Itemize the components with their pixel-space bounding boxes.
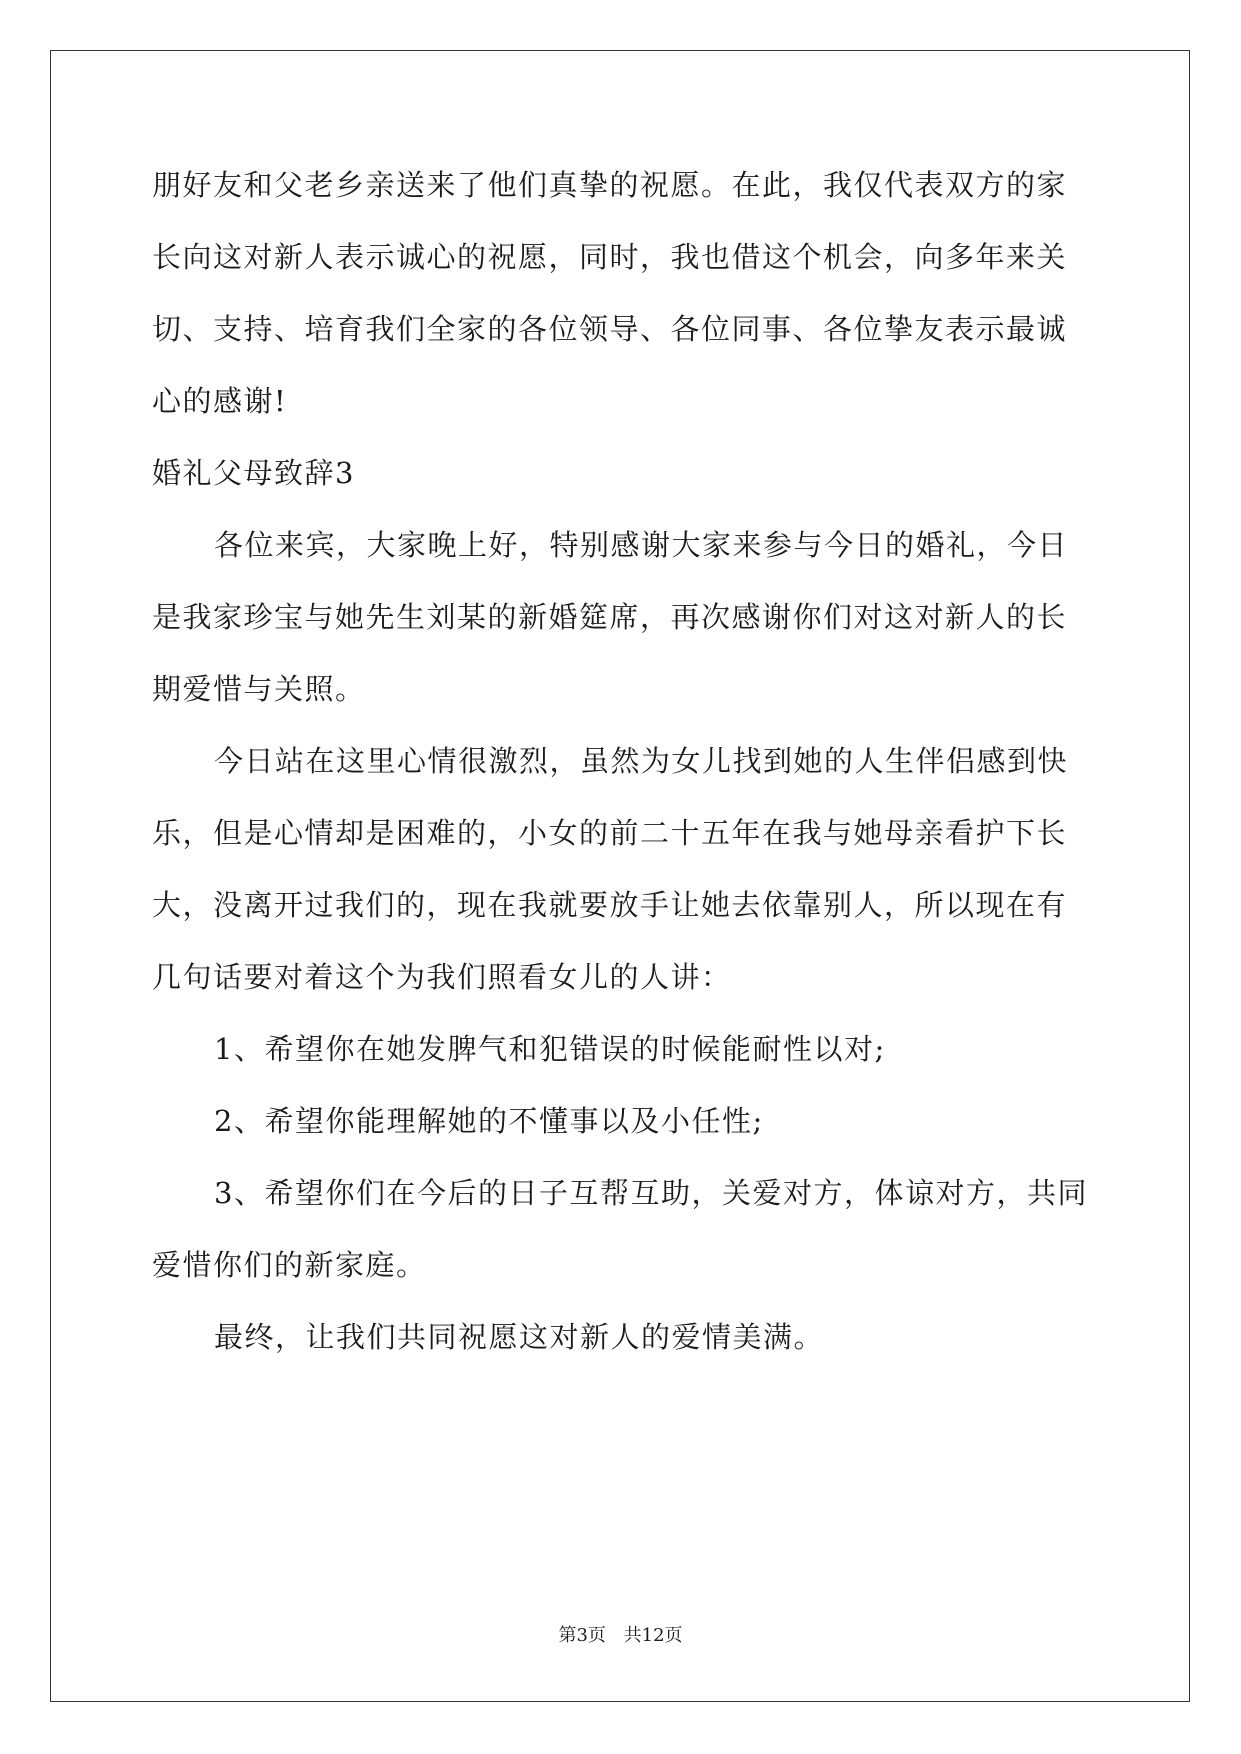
paragraph-line: 期爱惜与关照。 <box>152 672 366 706</box>
page-total: 共12页 <box>623 1625 683 1646</box>
list-item: 1、希望你在她发脾气和犯错误的时候能耐性以对; <box>214 1032 886 1066</box>
paragraph-line: 切、支持、培育我们全家的各位领导、各位同事、各位挚友表示最诚 <box>152 312 1068 346</box>
paragraph-line: 各位来宾，大家晚上好，特别感谢大家来参与今日的婚礼，今日 <box>214 528 1069 562</box>
page-number: 第3页 <box>558 1625 606 1646</box>
paragraph-line: 最终，让我们共同祝愿这对新人的爱情美满。 <box>214 1320 825 1354</box>
paragraph-line: 乐，但是心情却是困难的，小女的前二十五年在我与她母亲看护下长 <box>152 816 1068 850</box>
paragraph-line: 朋好友和父老乡亲送来了他们真挚的祝愿。在此，我仅代表双方的家 <box>152 168 1068 202</box>
paragraph-line: 几句话要对着这个为我们照看女儿的人讲： <box>152 960 732 994</box>
paragraph-line: 心的感谢! <box>152 384 288 418</box>
list-item: 2、希望你能理解她的不懂事以及小任性; <box>214 1104 764 1138</box>
paragraph-line: 长向这对新人表示诚心的祝愿，同时，我也借这个机会，向多年来关 <box>152 240 1068 274</box>
paragraph-line: 是我家珍宝与她先生刘某的新婚筵席，再次感谢你们对这对新人的长 <box>152 600 1068 634</box>
paragraph-line: 爱惜你们的新家庭。 <box>152 1248 427 1282</box>
list-item: 3、希望你们在今后的日子互帮互助，关爱对方，体谅对方，共同 <box>214 1176 1088 1210</box>
paragraph-line: 今日站在这里心情很激烈，虽然为女儿找到她的人生伴侣感到快 <box>214 744 1069 778</box>
paragraph-line: 大，没离开过我们的，现在我就要放手让她去依靠别人，所以现在有 <box>152 888 1068 922</box>
page-footer <box>0 1624 1241 1648</box>
page-border <box>50 50 1190 1702</box>
section-heading: 婚礼父母致辞3 <box>152 456 355 490</box>
